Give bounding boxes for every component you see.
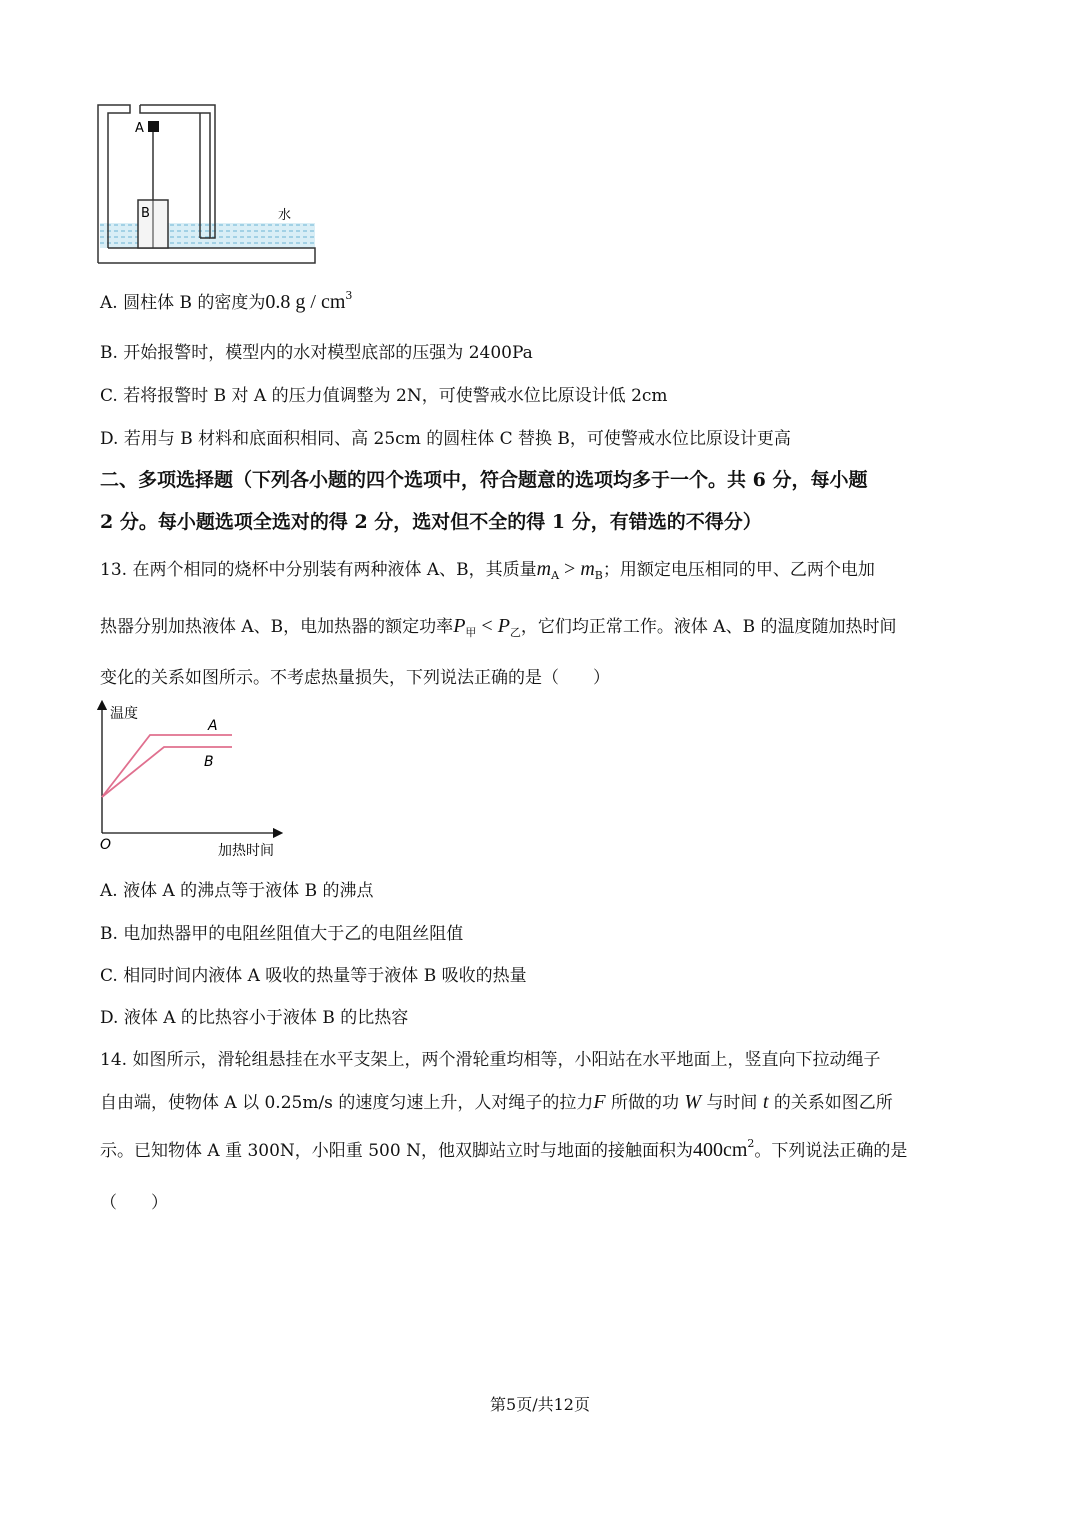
- density-value: 0.8 g / cm: [265, 291, 346, 313]
- page-number: 第5页/共12页: [490, 1395, 590, 1414]
- q13-option-a: A. 液体 A 的沸点等于液体 B 的沸点: [100, 881, 374, 901]
- q13-line2: 热器分别加热液体 A、B，电加热器的额定功率$P_甲 < P_乙$，它们均正常工作。液体 A、B 的温度随加热时间: [100, 615, 897, 639]
- q12-option-a: A. 圆柱体 B 的密度为0.8 g / $cm^3$: [100, 289, 353, 313]
- q14-line2: 自由端，使物体 A 以 0.25m/s 的速度匀速上升，人对绳子的拉力F 所做的功 W 与时间 t 的关系如图乙所: [100, 1091, 893, 1113]
- temperature-graph: [90, 695, 300, 865]
- q14-line4: （ ）: [100, 1193, 168, 1213]
- label-water: 水: [278, 208, 292, 223]
- q13-option-d: D. 液体 A 的比热容小于液体 B 的比热容: [100, 1008, 409, 1028]
- q14-line3: 示。已知物体 A 重 300N，小阳重 500 N，他双脚站立时与地面的接触面积为$400cm^2$。下列说法正确的是: [100, 1137, 908, 1161]
- y-axis-label: 温度: [110, 706, 138, 722]
- q12-option-d: D. 若用与 B 材料和底面积相同、高 25cm 的圆柱体 C 替换 B，可使警戒水位比原设计更高: [100, 429, 791, 449]
- q13-line3: 变化的关系如图所示。不考虑热量损失，下列说法正确的是（ ）: [100, 668, 610, 688]
- origin-label: O: [100, 837, 112, 853]
- line-a-label: A: [208, 718, 218, 734]
- x-axis-label: 加热时间: [218, 843, 274, 859]
- line-b-label: B: [204, 754, 214, 770]
- q13-option-b: B. 电加热器甲的电阻丝阻值大于乙的电阻丝阻值: [100, 924, 464, 944]
- q14-line1: 14. 如图所示，滑轮组悬挂在水平支架上，两个滑轮重均相等，小阳站在水平地面上，竖直向下拉动绳子: [100, 1050, 881, 1070]
- q13-line1: 13. 在两个相同的烧杯中分别装有两种液体 A、B，其质量$m_A > m_B$；用额定电压相同的甲、乙两个电加: [100, 558, 875, 582]
- q12-option-c: C. 若将报警时 B 对 A 的压力值调整为 2N，可使警戒水位比原设计低 2cm: [100, 386, 668, 406]
- label-b: B: [141, 206, 150, 221]
- tank-diagram: [90, 95, 330, 270]
- label-a: A: [135, 121, 144, 136]
- section-heading-line1: 二、多项选择题（下列各小题的四个选项中，符合题意的选项均多于一个。共 6 分，每小题: [100, 469, 868, 491]
- q12-option-b: B. 开始报警时，模型内的水对模型底部的压强为 2400Pa: [100, 343, 533, 363]
- section-heading-line2: 2 分。每小题选项全选对的得 2 分，选对但不全的得 1 分，有错选的不得分）: [100, 511, 762, 533]
- q13-option-c: C. 相同时间内液体 A 吸收的热量等于液体 B 吸收的热量: [100, 966, 527, 986]
